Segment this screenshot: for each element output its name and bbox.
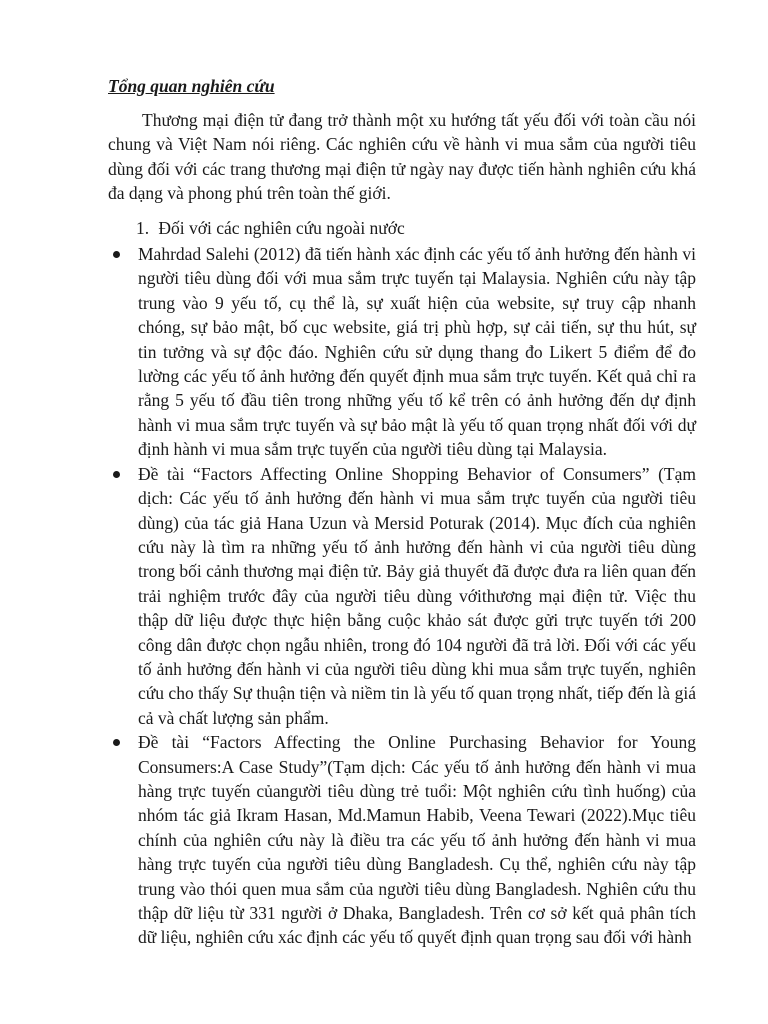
list-item xyxy=(108,462,696,730)
document-title: Tổng quan nghiên cứu xyxy=(108,76,275,96)
section-number: 1. xyxy=(136,217,150,238)
bullet-icon xyxy=(113,471,120,478)
list-item xyxy=(108,242,696,462)
list-item-text: Mahrdad Salehi (2012) đã tiến hành xác định các yếu tố ảnh hưởng đến hành vi người tiêu dùng đối với mua sắm trực tuyến tại Malaysia. Nghiên cứu này tập trung vào 9 yếu tố, cụ thể là, sự xuất hiện của website, sự truy cập nhanh chóng, sự bảo mật, bố cục website, giá trị phù hợp, sự cải tiến, sự thu hút, sự tin tưởng và sự độc đáo. Nghiên cứu sử dụng thang đo Likert 5 điểm để đo lường các yếu tố ảnh hưởng đến quyết định mua sắm trực tuyến. Kết quả chỉ ra rằng 5 yếu tố đầu tiên trong những yếu tố kể trên có ảnh hưởng đến dự định hành vi mua sắm trực tuyến và sự bảo mật là yếu tố quan trọng nhất đối với dự định hành vi mua sắm trực tuyến của người tiêu dùng tại Malaysia. xyxy=(138,244,696,460)
bullet-icon xyxy=(113,251,120,258)
section-heading-text: Đối với các nghiên cứu ngoài nước xyxy=(158,217,405,238)
list-item-text: Đề tài “Factors Affecting the Online Purchasing Behavior for Young Consumers:A Case Study”(Tạm dịch: Các yếu tố ảnh hưởng đến hành vi mua hàng trực tuyến củangười tiêu dùng trẻ tuổi: Một nghiên cứu tình huống) của nhóm tác giả Ikram Hasan, Md.Mamun Habib, Veena Tewari (2022).Mục tiêu chính của nghiên cứu này là điều tra các yếu tố ảnh hưởng đến hành vi mua hàng trực tuyến của người tiêu dùng Bangladesh. Cụ thể, nghiên cứu này tập trung vào thói quen mua sắm của người tiêu dùng Bangladesh. Nghiên cứu thu thập dữ liệu từ 331 người ở Dhaka, Bangladesh. Trên cơ sở kết quả phân tích dữ liệu, nghiên cứu xác định các yếu tố quyết định quan trọng sau đối với hành xyxy=(138,732,696,948)
list-item xyxy=(108,730,696,950)
intro-paragraph: Thương mại điện tử đang trở thành một xu hướng tất yếu đối với toàn cầu nói chung và Việt Nam nói riêng. Các nghiên cứu về hành vi mua sắm của người tiêu dùng đối với các trang thương mại điện tử ngày nay được tiến hành nghiên cứu khá đa dạng và phong phú trên toàn thế giới. xyxy=(108,110,696,204)
bullet-icon xyxy=(113,739,120,746)
section-heading xyxy=(108,216,696,240)
study-list xyxy=(108,242,696,950)
list-item-text: Đề tài “Factors Affecting Online Shopping Behavior of Consumers” (Tạm dịch: Các yếu tố ảnh hưởng đến hành vi mua sắm trực tuyến của người tiêu dùng) của tác giả Hana Uzun và Mersid Poturak (2014). Mục đích của nghiên cứu này là tìm ra những yếu tố ảnh hưởng đến hành vi của người tiêu dùng trong bối cảnh thương mại điện tử. Bảy giả thuyết đã được đưa ra liên quan đến trải nghiệm trước đây của người tiêu dùng vớithương mại điện tử. Việc thu thập dữ liệu được thực hiện bằng cuộc khảo sát được gửi trực tuyến tới 200 công dân được chọn ngẫu nhiên, trong đó 104 người đã trả lời. Đối với các yếu tố ảnh hưởng đến hành vi của người tiêu dùng khi mua sắm trực tuyến, nghiên cứu cho thấy Sự thuận tiện và niềm tin là yếu tố quan trọng nhất, tiếp đến là giá cả và chất lượng sản phẩm. xyxy=(138,463,696,728)
